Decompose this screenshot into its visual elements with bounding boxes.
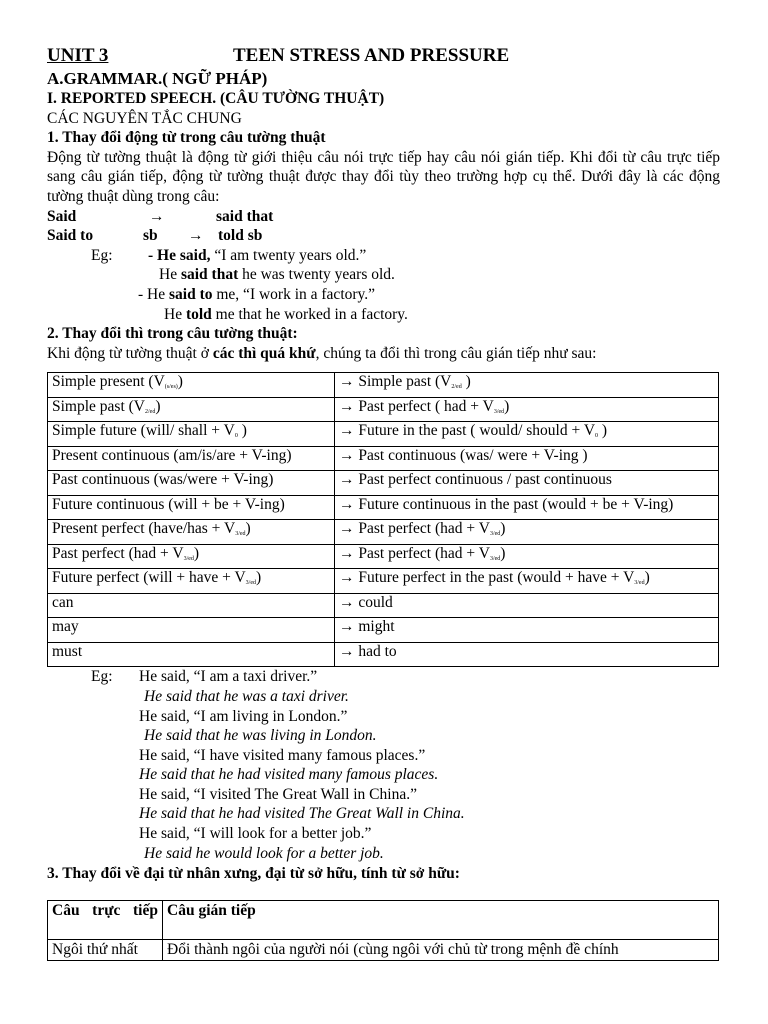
tense-table-row xyxy=(48,471,719,496)
pronoun-table-header-row xyxy=(48,900,719,939)
ex3-rest: me, “I work in a factory.” xyxy=(212,285,376,303)
tense-reported-cell xyxy=(335,593,719,618)
reported-speech-text: He said that he had visited many famous places. xyxy=(139,766,439,784)
direct-speech-text: He said, “I will look for a better job.” xyxy=(139,825,372,843)
part2-example-reported xyxy=(47,726,720,746)
tense-reported-cell xyxy=(335,569,719,594)
tense-reported-cell xyxy=(335,618,719,643)
reported-speech-text: He said that he had visited The Great Wall in China. xyxy=(139,805,465,823)
rule-said-to xyxy=(47,226,720,246)
rule-said-to-mid: sb xyxy=(143,227,158,245)
tense-text-end: ) xyxy=(193,544,200,562)
direct-speech-text: He said, “I am a taxi driver.” xyxy=(139,668,318,686)
rule-said-to-to: told sb xyxy=(218,227,263,245)
part2-intro-prefix: Khi động từ tường thuật ở xyxy=(47,344,213,362)
tense-direct-cell xyxy=(48,471,335,496)
tense-reported-cell xyxy=(335,422,719,447)
reported-speech-text: He said that he was a taxi driver. xyxy=(144,687,349,705)
tense-direct-cell xyxy=(48,495,335,520)
tense-table-row xyxy=(48,446,719,471)
part1-paragraph: Động từ tường thuật là động từ giới thiệu câu nói trực tiếp hay câu nói gián tiếp. Khi đổi từ câu trực tiếp sang câu gián tiếp, động từ tường thuật được thay đổi tùy theo trường hợp cụ thể. Dưới đây là các động tường thuật dùng trong câu: xyxy=(47,148,720,205)
part1-example-2-text xyxy=(159,265,395,285)
tense-direct-cell xyxy=(48,593,335,618)
tense-direct-cell xyxy=(48,544,335,569)
part1-example-1-text xyxy=(148,246,366,266)
part1-example-1 xyxy=(47,246,720,266)
ex1-prefix: - He xyxy=(148,246,180,264)
tense-text: Past perfect (had + V xyxy=(52,544,184,562)
tense-text-end: ) xyxy=(237,422,247,440)
ex4-prefix: He xyxy=(164,305,186,323)
tense-text: Past continuous (was/were + V-ing) xyxy=(52,471,274,489)
tense-direct-cell xyxy=(48,569,335,594)
ex4-rest: me that he worked in a factory. xyxy=(211,305,408,323)
part2-example-reported xyxy=(47,765,720,785)
ex2-prefix: He xyxy=(159,266,181,284)
ex2-rest: he was twenty years old. xyxy=(238,266,395,284)
pronoun-table-row xyxy=(48,939,719,961)
tense-text-end: ) xyxy=(500,544,506,562)
reported-speech-text: He said that he was living in London. xyxy=(144,727,377,745)
tense-table-row xyxy=(48,495,719,520)
tense-text: → Future in the past ( would/ should + V xyxy=(339,422,596,440)
ex4-bold: told xyxy=(185,305,212,323)
pronoun-row1-indirect: Đổi thành ngôi của người nói (cùng ngôi với chủ từ trong mệnh đề chính xyxy=(163,939,719,961)
tense-text: Present continuous (am/is/are + V-ing) xyxy=(52,446,292,464)
part2-examples xyxy=(47,667,720,863)
tense-direct-cell xyxy=(48,373,335,398)
part2-heading: 2. Thay đổi thì trong câu tường thuật: xyxy=(47,325,298,343)
tense-text: Simple present (V xyxy=(52,373,165,391)
tense-text: → Past perfect (had + V xyxy=(339,544,490,562)
tense-text: must xyxy=(52,642,83,660)
tense-subscript: 3/ed xyxy=(245,580,257,587)
section-i-heading: I. REPORTED SPEECH. (CÂU TƯỜNG THUẬT) xyxy=(47,90,385,107)
tense-text-end: ) xyxy=(256,569,262,587)
part2-example-direct xyxy=(47,785,720,805)
rule-said-to-from: Said to xyxy=(47,227,94,245)
rule-said xyxy=(47,207,720,227)
ex1-bold: said, xyxy=(179,246,211,264)
tense-text: can xyxy=(52,593,74,611)
tense-subscript: 3/ed xyxy=(183,555,194,562)
tense-change-table xyxy=(47,372,719,667)
tense-text: → Past perfect (had + V xyxy=(339,520,490,538)
tense-table-row xyxy=(48,593,719,618)
tense-text: Future perfect (will + have + V xyxy=(52,569,246,587)
direct-speech-text: He said, “I visited The Great Wall in China.” xyxy=(139,785,417,803)
tense-reported-cell xyxy=(335,642,719,667)
tense-text-end: ) xyxy=(500,520,506,538)
tense-subscript: 3/ed xyxy=(493,408,505,415)
tense-text: → might xyxy=(339,618,395,636)
tense-subscript: 3/ed xyxy=(489,531,501,538)
tense-text-end: ) xyxy=(644,569,650,587)
tense-reported-cell xyxy=(335,520,719,545)
tense-subscript: 0 xyxy=(595,433,599,440)
tense-text-end: ) xyxy=(504,397,510,415)
part1-eg-label: Eg: xyxy=(91,246,113,264)
tense-text-end: ) xyxy=(155,397,161,415)
part2-intro xyxy=(47,344,720,364)
pronoun-change-table xyxy=(47,900,719,962)
tense-reported-cell xyxy=(335,446,719,471)
tense-subscript: 0 xyxy=(234,433,238,440)
reported-speech-text: He said he would look for a better job. xyxy=(144,844,384,862)
part1-example-3 xyxy=(47,285,720,305)
tense-table-row xyxy=(48,422,719,447)
tense-text-end: ) xyxy=(245,520,251,538)
rule-said-to: said that xyxy=(216,207,274,225)
part2-example-reported xyxy=(47,687,720,707)
part2-eg-label: Eg: xyxy=(91,668,113,686)
tense-subscript: (s/es) xyxy=(164,384,178,391)
part2-example-reported xyxy=(47,844,720,864)
part3-heading: 3. Thay đổi về đại từ nhân xưng, đại từ sở hữu, tính từ sở hữu: xyxy=(47,865,460,883)
tense-reported-cell xyxy=(335,471,719,496)
tense-text-end: ) xyxy=(461,373,471,391)
rule-said-arrow: → xyxy=(149,207,165,225)
tense-text: Present perfect (have/has + V xyxy=(52,520,236,538)
tense-subscript: 3/ed xyxy=(235,531,246,538)
tense-text: Future continuous (will + be + V-ing) xyxy=(52,495,285,513)
part2-intro-bold: các thì quá khứ xyxy=(212,344,316,362)
part2-example-reported xyxy=(47,804,720,824)
pronoun-header-direct: Câu trực tiếp xyxy=(48,900,163,939)
unit-label: UNIT 3 xyxy=(47,45,109,66)
tense-text: → Past perfect continuous / past continuous xyxy=(339,471,612,489)
direct-speech-text: He said, “I am living in London.” xyxy=(139,707,348,725)
tense-text: → could xyxy=(339,593,393,611)
unit-title-line xyxy=(47,44,720,68)
rule-said-from: Said xyxy=(47,207,77,225)
tense-subscript: 2/ed xyxy=(451,384,462,391)
tense-text: → Past continuous (was/ were + V-ing ) xyxy=(339,446,588,464)
tense-text: → Future continuous in the past (would + be + V-ing) xyxy=(339,495,674,513)
document-page xyxy=(47,44,720,961)
tense-text: Simple future (will/ shall + V xyxy=(52,422,235,440)
section-a-heading: A.GRAMMAR.( NGỮ PHÁP) xyxy=(47,69,268,88)
tense-text-end: ) xyxy=(177,373,183,391)
tense-subscript: 3/ed xyxy=(634,580,645,587)
part2-example-direct xyxy=(47,824,720,844)
part1-example-4-text xyxy=(164,305,408,325)
part1-example-2 xyxy=(47,265,720,285)
pronoun-header-indirect: Câu gián tiếp xyxy=(163,900,719,939)
tense-direct-cell xyxy=(48,397,335,422)
tense-text-end: ) xyxy=(598,422,608,440)
part2-example-direct xyxy=(47,707,720,727)
tense-reported-cell xyxy=(335,495,719,520)
part1-example-3-text xyxy=(138,285,375,305)
part2-example-direct xyxy=(47,667,720,687)
tense-text: → Simple past (V xyxy=(339,373,452,391)
unit-title: TEEN STRESS AND PRESSURE xyxy=(233,45,510,66)
tense-text: → Past perfect ( had + V xyxy=(339,397,494,415)
tense-direct-cell xyxy=(48,520,335,545)
tense-text: Simple past (V xyxy=(52,397,145,415)
tense-text: → had to xyxy=(339,642,397,660)
ex2-bold: said that xyxy=(180,266,239,284)
direct-speech-text: He said, “I have visited many famous places.” xyxy=(139,746,426,764)
part2-intro-rest: , chúng ta đổi thì trong câu gián tiếp như sau: xyxy=(315,344,597,362)
tense-reported-cell xyxy=(335,373,719,398)
ex3-prefix: - He xyxy=(138,285,169,303)
ex3-bold: said to xyxy=(169,285,213,303)
tense-table-row xyxy=(48,397,719,422)
tense-table-row xyxy=(48,544,719,569)
tense-reported-cell xyxy=(335,397,719,422)
part1-heading: 1. Thay đổi động từ trong câu tường thuật xyxy=(47,129,326,147)
tense-table-row xyxy=(48,520,719,545)
tense-direct-cell xyxy=(48,618,335,643)
tense-table-row xyxy=(48,618,719,643)
tense-text: may xyxy=(52,618,79,636)
tense-subscript: 3/ed xyxy=(489,555,501,562)
tense-text: → Future perfect in the past (would + have + V xyxy=(339,569,635,587)
tense-table-row xyxy=(48,569,719,594)
general-rules-heading: CÁC NGUYÊN TẮC CHUNG xyxy=(47,109,242,127)
tense-subscript: 2/ed xyxy=(145,408,156,415)
pronoun-row1-direct: Ngôi thứ nhất xyxy=(48,939,163,961)
tense-direct-cell xyxy=(48,642,335,667)
tense-reported-cell xyxy=(335,544,719,569)
part1-example-4 xyxy=(47,305,720,325)
tense-table-row xyxy=(48,373,719,398)
part2-example-direct xyxy=(47,746,720,766)
tense-direct-cell xyxy=(48,422,335,447)
ex1-rest: “I am twenty years old.” xyxy=(210,246,367,264)
tense-table-row xyxy=(48,642,719,667)
rule-said-to-arrow: → xyxy=(188,227,204,245)
tense-direct-cell xyxy=(48,446,335,471)
